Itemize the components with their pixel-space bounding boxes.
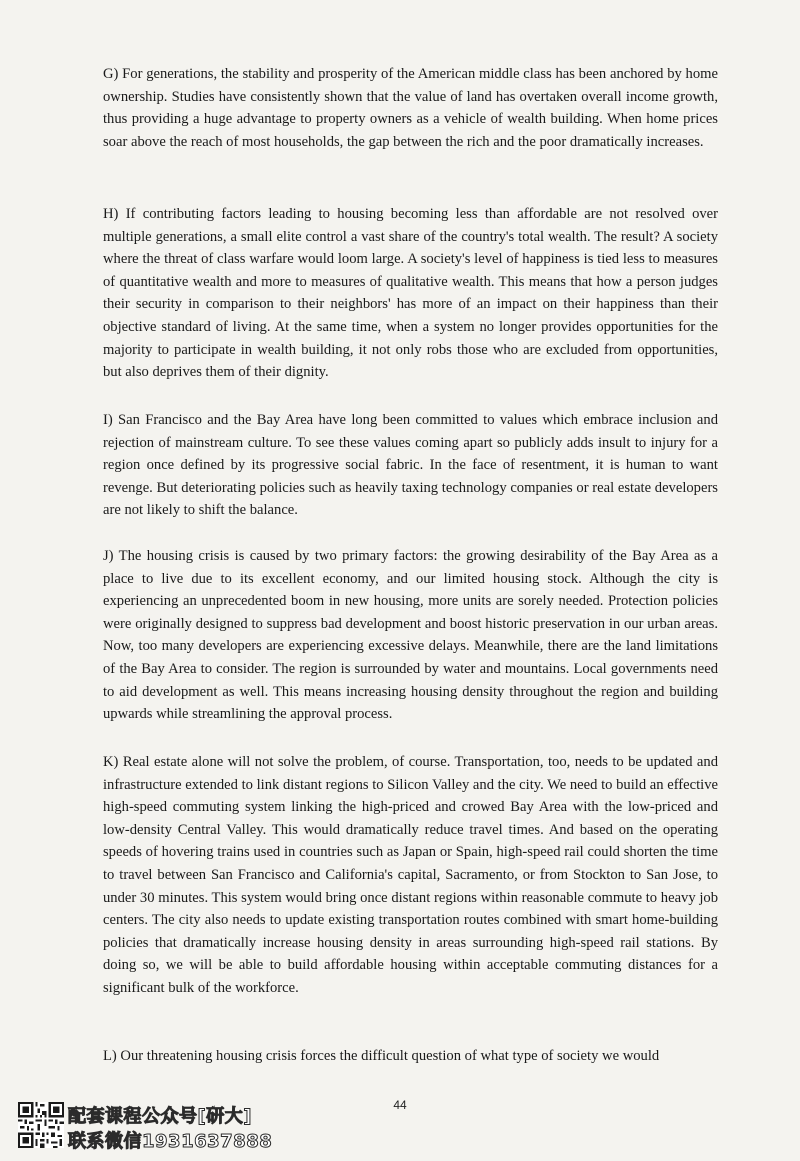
watermark-line-1: 配套课程公众号[研大] [68, 1106, 252, 1127]
paragraph-i: I) San Francisco and the Bay Area have long been committed to values which embrace inclusion and rejection of mainstream culture. To see these values coming apart so publicly adds insult to injury for a region once defined by its progressive social fabric. In the face of resentment, it is human to want revenge. But deteriorating policies such as heavily taxing technology companies or real estate developers are not likely to shift the balance. [103, 412, 718, 519]
watermark-line-2: 联系微信1931637888 [68, 1131, 273, 1152]
paragraph-g: G) For generations, the stability and prosperity of the American middle class has been anchored by home ownership. Studies have consistently shown that the value of land has overtaken overall income growth, thus providing a huge advantage to property owners as a vehicle of wealth building. When home prices soar above the reach of most households, the gap between the rich and the poor dramatically increases. [103, 66, 718, 150]
qr-code-icon [18, 1102, 64, 1148]
paragraph-h: H) If contributing factors leading to housing becoming less than affordable are not resolved over multiple generations, a small elite control a vast share of the country's total wealth. The result? A society where the threat of class warfare would loom large. A society's level of happiness is tied less to measures of quantitative wealth and more to measures of qualitative wealth. This means that how a person judges their security in comparison to their neighbors' has more of an impact on their happiness than their objective standard of living. At the same time, when a system no longer provides opportunities for the majority to participate in wealth building, it not only robs those who are excluded from opportunities, but also deprives them of their dignity. [103, 206, 718, 381]
paragraph-k: K) Real estate alone will not solve the problem, of course. Transportation, too, needs to be updated and infrastructure extended to link distant regions to Silicon Valley and the city. We need to build an effective high-speed commuting system linking the high-priced and crowed Bay Area with the low-priced and low-density Central Valley. This would dramatically reduce travel times. And based on the operating speeds of hovering trains used in countries such as Japan or Spain, high-speed rail could shorten the time to travel between San Francisco and California's capital, Sacramento, or from Stockton to San Jose, to under 30 minutes. This system would bring once distant regions within reasonable commute to heavy job centers. The city also needs to update existing transportation routes combined with smart home-building policies that dramatically increase housing density in areas surrounding high-speed rail stations. By doing so, we will be able to build affordable housing within acceptable commuting distances for a significant bulk of the workforce. [103, 754, 718, 996]
paragraph-l: L) Our threatening housing crisis forces the difficult question of what type of society we would [103, 1048, 660, 1064]
paragraph-j: J) The housing crisis is caused by two primary factors: the growing desirability of the Bay Area as a place to live due to its excellent economy, and our limited housing stock. Although the city is experiencing an unprecedented boom in new housing, more units are sorely needed. Protection policies were originally designed to suppress bad development and boost historic preservation in our urban areas. Now, too many developers are experiencing excessive delays. Meanwhile, there are the land limitations of the Bay Area to consider. The region is surrounded by water and mountains. Local governments need to aid development as well. This means increasing housing density throughout the region and building upwards while streamlining the approval process. [103, 548, 718, 723]
watermark [18, 1102, 318, 1154]
page-number: 44 [393, 1098, 407, 1112]
